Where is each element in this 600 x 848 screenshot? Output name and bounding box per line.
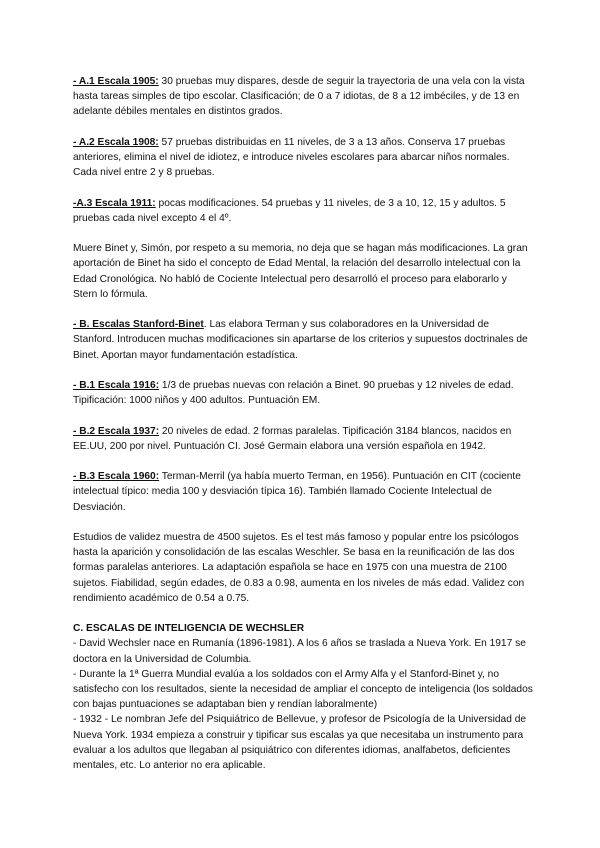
- label-a1: - A.1 Escala 1905:: [73, 76, 159, 87]
- section-heading-c: C. ESCALAS DE INTELIGENCIA DE WECHSLER: [73, 623, 305, 635]
- paragraph-b1: [73, 378, 533, 408]
- label-b: - B. Escalas Stanford-Binet: [73, 319, 204, 331]
- paragraph-binet-death: Muere Binet y, Simón, por respeto a su memoria, no deja que se hagan más modificaciones. La gran aportación de Binet ha sido el concepto de Edad Mental, la relación del desarrollo intelectual con la Edad Cronológica. No habló de Cociente Intelectual pero desarrolló el proceso para elaborarlo y Stern lo fórmula.: [73, 243, 528, 300]
- label-b3: - B.3 Escala 1960:: [73, 471, 160, 483]
- label-a2: - A.2 Escala 1908:: [73, 136, 159, 148]
- document-page: [73, 74, 533, 773]
- text-b: . Las elabora Terman y sus colaboradores en la Universidad de Stanford. Introducen muchas modificaciones sin apartarse de los criterios y supuestos doctrinales de Binet. Aportan mayor fundamentación estadística.: [73, 319, 528, 361]
- text-a3: pocas modificaciones. 54 pruebas y 11 niveles, de 3 a 10, 12, 15 y adultos. 5 pruebas cada nivel excepto 4 el 4º.: [73, 197, 506, 224]
- paragraph-a1: [73, 74, 533, 120]
- text-a2: 57 pruebas distribuidas en 11 niveles, de 3 a 13 años. Conserva 17 pruebas anteriores, elimina el nivel de idiotez, e introduce niveles escolares para abarcar niños normales. Cada nivel entre 2 y 8 pruebas.: [73, 136, 510, 179]
- label-b2: - B.2 Escala 1937:: [73, 425, 160, 437]
- text-b2: 20 niveles de edad. 2 formas paralelas. Tipificación 3184 blancos, nacidos en EE.UU, 200 por nivel. Puntuación CI. José Germain elabora una versión española en 1942.: [73, 425, 512, 452]
- paragraph-b: [73, 317, 533, 363]
- text-b3: Terman-Merril (ya había muerto Terman, en 1956). Puntuación en CIT (cociente intelectual típico: media 100 y desviación típica 16). También llamado Cociente Intelectual de Desviación.: [73, 471, 521, 513]
- label-a3: -A.3 Escala 1911:: [73, 197, 156, 209]
- label-b1: - B.1 Escala 1916:: [73, 379, 160, 391]
- list-item-wechsler-birth: - David Wechsler nace en Rumanía (1896-1981). A los 6 años se traslada a Nueva York. En 1917 se doctora en la Universidad de Columbia.: [73, 638, 526, 665]
- paragraph-a3: [73, 196, 533, 226]
- paragraph-b3: [73, 469, 533, 515]
- paragraph-a2: [73, 135, 533, 181]
- text-b1: 1/3 de pruebas nuevas con relación a Binet. 90 pruebas y 12 niveles de edad. Tipificación: 1000 niños y 400 adultos. Puntuación EM.: [73, 379, 514, 407]
- paragraph-validity: Estudios de validez muestra de 4500 sujetos. Es el test más famoso y popular entre los psicólogos hasta la aparición y consolidación de las escalas Weschler. Se basa en la reunificación de las dos formas paralelas anteriores. La adaptación española se hace en 1975 con una muestra de 2100 sujetos. Fiabilidad, según edades, de 0.83 a 0.98, aumenta en los niveles de más edad. Validez con rendimiento académico de 0.54 a 0.75.: [73, 531, 525, 604]
- list-item-wechsler-1932: - 1932 - Le nombran Jefe del Psiquiátrico de Bellevue, y profesor de Psicología de la Universidad de Nueva York. 1934 empieza a construir y tipificar sus escalas ya que necesitaba un instrumento para evaluar a los adultos que llegaban al psiquiátrico con diferentes idiomas, analfabetos, deficientes mentales, etc. Lo anterior no era aplicable.: [73, 714, 527, 771]
- list-item-wechsler-war: - Durante la 1ª Guerra Mundial evalúa a los soldados con el Army Alfa y el Stanford-Binet y, no satisfecho con los resultados, siente la necesidad de ampliar el concepto de inteligencia (los soldados con bajas puntuaciones se adaptaban bien y rendían laboralmente): [73, 668, 533, 711]
- paragraph-b2: [73, 424, 533, 454]
- text-a1: 30 pruebas muy dispares, desde de seguir la trayectoria de una vela con la vista hasta tareas simples de tipo escolar. Clasificación; de 0 a 7 idiotas, de 8 a 12 imbéciles, y de 13 en adelante débiles mentales en distintos grados.: [73, 76, 525, 118]
